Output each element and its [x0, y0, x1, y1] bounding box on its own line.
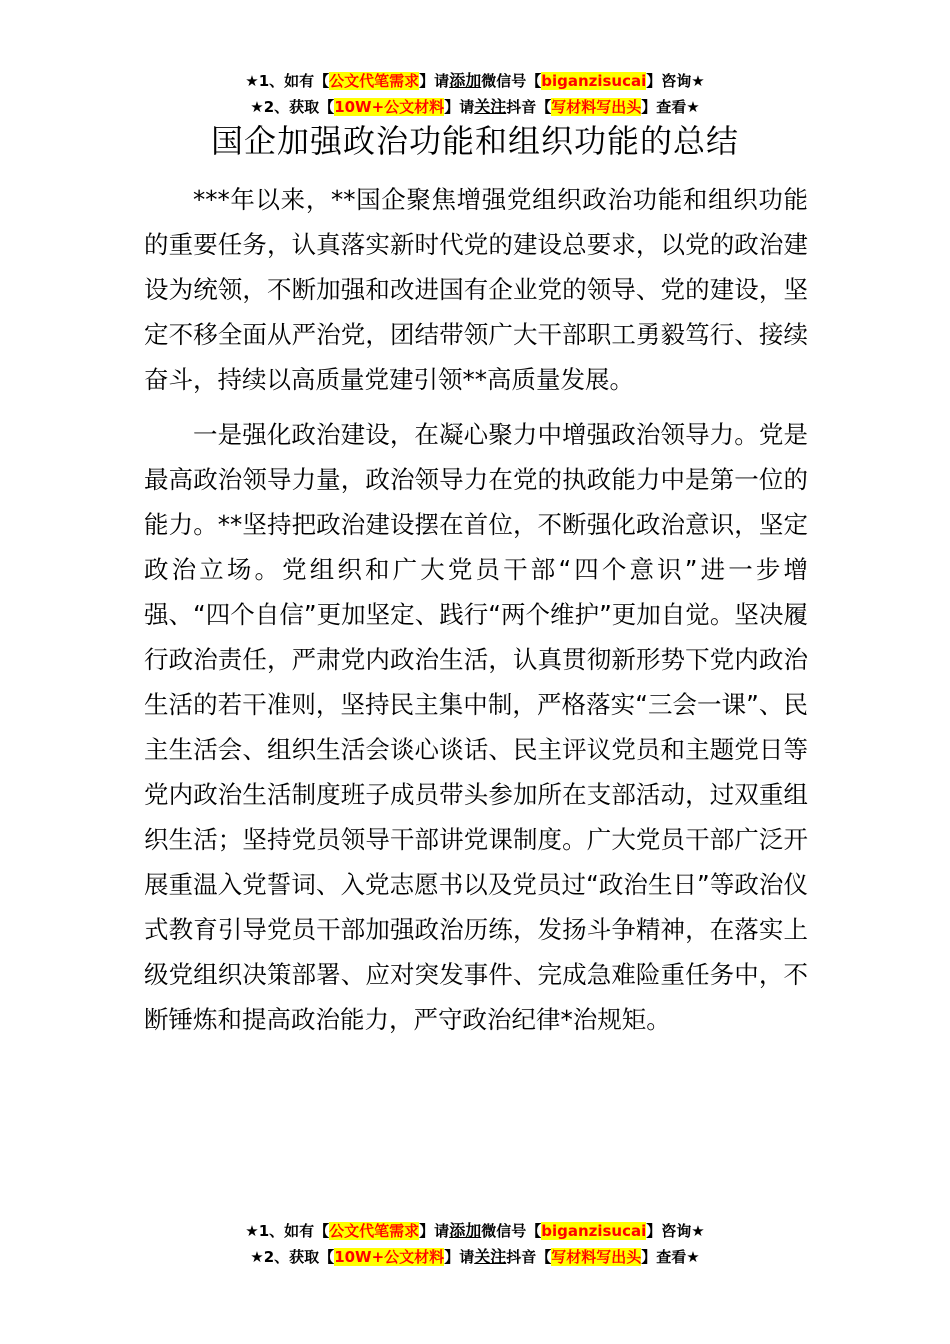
highlight-materials: 10W+公文材料 [334, 98, 445, 116]
promo-line-1: ★1、如有【公文代笔需求】请添加微信号【biganzisucai】咨询★ [245, 1221, 705, 1240]
document-title: 国企加强政治功能和组织功能的总结 [210, 122, 739, 160]
footer-promo-banner [0, 1218, 950, 1270]
header-promo-banner [0, 68, 950, 120]
highlight-service: 公文代笔需求 [329, 1222, 420, 1240]
highlight-wechat-id: biganzisucai [541, 1222, 647, 1240]
highlight-douyin-account: 写材料写出头 [551, 1248, 642, 1266]
paragraph-political-building: 一是强化政治建设，在凝心聚力中增强政治领导力。党是最高政治领导力量，政治领导力在党的执政能力中是第一位的能力。**坚持把政治建设摆在首位，不断强化政治意识，坚定政治立场。党组织和广大党员干部“四个意识”进一步增强、“四个自信”更加坚定、践行“两个维护”更加自觉。坚决履行政治责任，严肃党内政治生活，认真贯彻新形势下党内政治生活的若干准则，坚持民主集中制，严格落实“三会一课”、民主生活会、组织生活会谈心谈话、民主评议党员和主题党日等党内政治生活制度班子成员带头参加所在支部活动，过双重组织生活；坚持党员领导干部讲党课制度。广大党员干部广泛开展重温入党誓词、入党志愿书以及党员过“政治生日”等政治仪式教育引导党员干部加强政治历练，发扬斗争精神，在落实上级党组织决策部署、应对突发事件、完成急难险重任务中，不断锤炼和提高政治能力，严守政治纪律*治规矩。 [144, 420, 808, 1034]
document-body [144, 177, 808, 1042]
paragraph-intro: ***年以来，**国企聚焦增强党组织政治功能和组织功能的重要任务，认真落实新时代党的建设总要求，以党的政治建设为统领，不断加强和改进国有企业党的领导、党的建设，坚定不移全面从严治党，团结带领广大干部职工勇毅笃行、接续奋斗，持续以高质量党建引领**高质量发展。 [144, 185, 808, 394]
promo-line-1: ★1、如有【公文代笔需求】请添加微信号【biganzisucai】咨询★ [245, 71, 705, 90]
highlight-materials: 10W+公文材料 [334, 1248, 445, 1266]
highlight-wechat-id: biganzisucai [541, 72, 647, 90]
highlight-douyin-account: 写材料写出头 [551, 98, 642, 116]
highlight-service: 公文代笔需求 [329, 72, 420, 90]
promo-line-2: ★2、获取【10W+公文材料】请关注抖音【写材料写出头】查看★ [250, 1247, 700, 1266]
promo-line-2: ★2、获取【10W+公文材料】请关注抖音【写材料写出头】查看★ [250, 97, 700, 116]
